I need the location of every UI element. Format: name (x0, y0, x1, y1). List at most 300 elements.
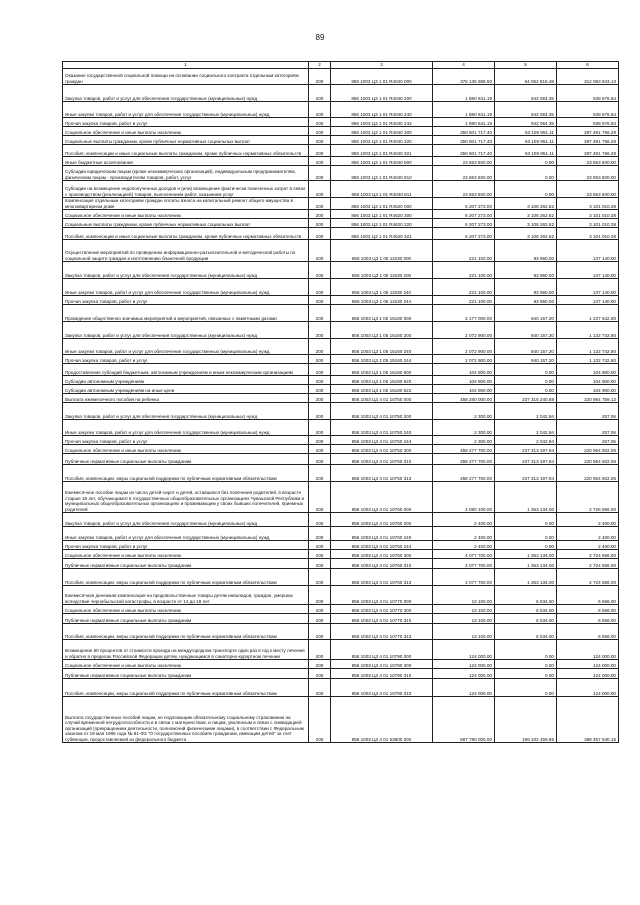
table-row (63, 660, 619, 669)
name-cell: Прочая закупка товаров, работ и услуг (63, 296, 309, 305)
budget-code-cell: 856 1003 Ц3 1 01 R4040 320 (331, 136, 433, 145)
unexecuted-amount-cell: 104 900.00 (557, 385, 619, 394)
line-code-cell: 200 (309, 69, 331, 85)
column-numbers-row (63, 62, 619, 69)
table-row (63, 640, 619, 660)
executed-amount-cell: 0.00 (495, 640, 557, 660)
approved-amount-cell: 221 100.00 (433, 262, 495, 279)
line-code-cell: 200 (309, 219, 331, 228)
table-row (63, 454, 619, 465)
table-row (63, 219, 619, 228)
table-row (63, 697, 619, 743)
table-row (63, 210, 619, 219)
approved-amount-cell: 2 400.00 (433, 541, 495, 550)
table-row (63, 669, 619, 679)
unexecuted-amount-cell: 1 132 742.80 (557, 339, 619, 355)
table-row (63, 394, 619, 403)
line-code-cell: 200 (309, 136, 331, 145)
approved-amount-cell: 4 077 700.00 (433, 550, 495, 559)
line-code-cell: 200 (309, 482, 331, 513)
budget-code-cell: 856 1003 Ц3 1 01 R4040 000 (331, 69, 433, 85)
name-cell: Закупка товаров, работ и услуг для обеспечения государственных (муниципальных) нужд (63, 262, 309, 279)
executed-amount-cell: 3 106 262.62 (495, 198, 557, 210)
executed-amount-cell: 1 353 134.00 (495, 569, 557, 586)
name-cell: Субсидии автономным учреждениям на иные цели (63, 385, 309, 394)
line-code-cell: 200 (309, 305, 331, 322)
executed-amount-cell: 237 315 240.68 (495, 394, 557, 403)
line-code-cell: 200 (309, 465, 331, 482)
name-cell: Социальное обеспечение и иные выплаты населению (63, 127, 309, 136)
table-row (63, 605, 619, 614)
approved-amount-cell: 221 100.00 (433, 240, 495, 262)
executed-amount-cell: 237 313 197.94 (495, 445, 557, 454)
table-row (63, 339, 619, 355)
line-code-cell: 200 (309, 403, 331, 420)
executed-amount-cell: 0.00 (495, 660, 557, 669)
line-code-cell: 200 (309, 118, 331, 127)
approved-amount-cell: 376 135 958.50 (433, 69, 495, 85)
approved-amount-cell: 2 072 900.00 (433, 339, 495, 355)
line-code-cell: 200 (309, 364, 331, 376)
executed-amount-cell: 0.00 (495, 376, 557, 385)
table-row (63, 550, 619, 559)
approved-amount-cell: 221 100.00 (433, 296, 495, 305)
unexecuted-amount-cell: 2 726 966.00 (557, 482, 619, 513)
budget-code-cell: 856 1003 Ц3 4 01 10770 313 (331, 624, 433, 640)
line-code-cell: 200 (309, 145, 331, 157)
name-cell: Прочая закупка товаров, работ и услуг (63, 436, 309, 445)
budget-code-cell: 856 1003 Ц3 4 01 10760 244 (331, 541, 433, 550)
executed-amount-cell: 940 157.20 (495, 339, 557, 355)
unexecuted-amount-cell: 2 724 566.00 (557, 559, 619, 569)
unexecuted-amount-cell: 2 400.00 (557, 513, 619, 527)
approved-amount-cell: 104 900.00 (433, 376, 495, 385)
executed-amount-cell: 0.00 (495, 527, 557, 541)
table-body (63, 69, 619, 743)
executed-amount-cell: 0.00 (495, 513, 557, 527)
budget-code-cell: 856 1003 Ц3 1 05 15160 240 (331, 339, 433, 355)
table-row (63, 305, 619, 322)
budget-code-cell: 856 1003 Ц3 1 01 R4620 320 (331, 219, 433, 228)
budget-code-cell: 856 1003 Ц3 4 01 10750 310 (331, 454, 433, 465)
table-row (63, 181, 619, 198)
executed-amount-cell: 6 534.00 (495, 586, 557, 605)
budget-code-cell: 856 1003 Ц3 1 01 R4620 321 (331, 228, 433, 240)
table-row (63, 513, 619, 527)
approved-amount-cell: 124 000.00 (433, 679, 495, 697)
approved-amount-cell: 1 880 641.19 (433, 118, 495, 127)
name-cell: Пособия, компенсации, меры социальной поддержки по публичным нормативным обязательствам (63, 679, 309, 697)
column-header: 5 (495, 62, 557, 69)
unexecuted-amount-cell: 124 000.00 (557, 640, 619, 660)
budget-code-cell: 856 1003 Ц3 1 05 15160 620 (331, 376, 433, 385)
approved-amount-cell: 13 100.00 (433, 614, 495, 624)
line-code-cell: 200 (309, 166, 331, 181)
approved-amount-cell: 13 100.00 (433, 624, 495, 640)
budget-code-cell: 856 1003 Ц3 4 01 10760 300 (331, 550, 433, 559)
budget-code-cell: 856 1003 Ц3 1 05 15160 244 (331, 355, 433, 364)
approved-amount-cell: 6 207 273.00 (433, 228, 495, 240)
line-code-cell: 200 (309, 527, 331, 541)
approved-amount-cell: 23 653 600.00 (433, 181, 495, 198)
unexecuted-amount-cell: 137 140.00 (557, 296, 619, 305)
table-row (63, 445, 619, 454)
table-header (63, 62, 619, 69)
table-row (63, 157, 619, 166)
executed-amount-cell: 83 960.00 (495, 296, 557, 305)
name-cell: Пособия, компенсации, меры социальной поддержки по публичным нормативным обязательствам (63, 465, 309, 482)
unexecuted-amount-cell: 287 491 766.29 (557, 127, 619, 136)
name-cell: Субсидии на возмещение недополученных доходов и (или) возмещение фактически понесенных затрат в связи с производством (реализацией) товаров, выполнением работ, оказанием услуг (63, 181, 309, 198)
budget-code-cell: 856 1003 Ц3 4 01 10750 000 (331, 394, 433, 403)
budget-table (62, 61, 619, 743)
table-row (63, 385, 619, 394)
unexecuted-amount-cell: 2 400.00 (557, 527, 619, 541)
table-row (63, 482, 619, 513)
approved-amount-cell: 1 880 641.19 (433, 102, 495, 118)
executed-amount-cell: 83 960.00 (495, 279, 557, 296)
executed-amount-cell: 2 042.94 (495, 420, 557, 436)
table-row (63, 679, 619, 697)
executed-amount-cell: 0.00 (495, 669, 557, 679)
unexecuted-amount-cell: 1 237 642.80 (557, 305, 619, 322)
executed-amount-cell: 237 313 197.94 (495, 465, 557, 482)
unexecuted-amount-cell: 287 491 766.29 (557, 136, 619, 145)
line-code-cell: 200 (309, 210, 331, 219)
unexecuted-amount-cell: 124 000.00 (557, 679, 619, 697)
unexecuted-amount-cell: 124 000.00 (557, 660, 619, 669)
executed-amount-cell: 942 064.35 (495, 102, 557, 118)
table-row (63, 136, 619, 145)
unexecuted-amount-cell: 3 101 010.38 (557, 198, 619, 210)
approved-amount-cell: 13 100.00 (433, 586, 495, 605)
approved-amount-cell: 4 077 700.00 (433, 569, 495, 586)
name-cell: Закупка товаров, работ и услуг для обеспечения государственных (муниципальных) нужд (63, 85, 309, 102)
table-row (63, 279, 619, 296)
line-code-cell: 200 (309, 513, 331, 527)
name-cell: Пособия, компенсации и иные социальные выплаты гражданам, кроме публичных нормативных обязательств (63, 145, 309, 157)
column-header: 1 (63, 62, 309, 69)
unexecuted-amount-cell: 3 101 010.38 (557, 210, 619, 219)
line-code-cell: 200 (309, 394, 331, 403)
budget-code-cell: 856 1003 Ц3 4 01 10760 240 (331, 527, 433, 541)
name-cell: Предоставление субсидий бюджетным, автономным учреждениям и иным некоммерческим организациям (63, 364, 309, 376)
line-code-cell: 200 (309, 85, 331, 102)
budget-code-cell: 856 1003 Ц3 4 01 10790 000 (331, 640, 433, 660)
line-code-cell: 200 (309, 624, 331, 640)
unexecuted-amount-cell: 388 457 540.15 (557, 697, 619, 743)
executed-amount-cell: 64 052 815.48 (495, 69, 557, 85)
table-row (63, 376, 619, 385)
unexecuted-amount-cell: 938 576.84 (557, 118, 619, 127)
executed-amount-cell: 6 534.00 (495, 624, 557, 640)
name-cell: Возмещение 50 процентов от стоимости проезда на междугородном транспорте один раз в год к месту лечения и обратно в пределах Российской Федерации детям, нуждающимся в санаторно-курортном лечении (63, 640, 309, 660)
unexecuted-amount-cell: 104 900.00 (557, 364, 619, 376)
column-header: 6 (557, 62, 619, 69)
executed-amount-cell: 83 960.00 (495, 262, 557, 279)
line-code-cell: 200 (309, 127, 331, 136)
column-header: 2 (309, 62, 331, 69)
name-cell: Оказание государственной социальной помощи на основании социального контракта отдельным категориям граждан (63, 69, 309, 85)
executed-amount-cell: 942 064.35 (495, 85, 557, 102)
executed-amount-cell: 1 353 134.00 (495, 482, 557, 513)
executed-amount-cell: 237 313 197.94 (495, 454, 557, 465)
name-cell: Иные закупки товаров, работ и услуг для обеспечения государственных (муниципальных) нужд (63, 527, 309, 541)
name-cell: Компенсация отдельным категориям граждан оплаты взноса на капитальный ремонт общего имущества в многоквартирном доме (63, 198, 309, 210)
unexecuted-amount-cell: 257.06 (557, 436, 619, 445)
name-cell: Осуществление мероприятий по проведению информационно-разъяснительной и методической работы по социальной защите граждан и изготовлению бланочной продукции (63, 240, 309, 262)
budget-code-cell: 856 1003 Ц3 4 01 10760 310 (331, 559, 433, 569)
executed-amount-cell: 0.00 (495, 385, 557, 394)
line-code-cell: 200 (309, 586, 331, 605)
unexecuted-amount-cell: 2 724 566.00 (557, 569, 619, 586)
table-row (63, 527, 619, 541)
line-code-cell: 200 (309, 436, 331, 445)
name-cell: Ежемесячная денежная компенсация на продовольственные товары детям инвалидов, граждан, умерших вследствие чернобыльской катастрофы, в возрасте от 14 до 18 лет (63, 586, 309, 605)
line-code-cell: 200 (309, 385, 331, 394)
approved-amount-cell: 587 790 000.00 (433, 697, 495, 743)
approved-amount-cell: 124 000.00 (433, 669, 495, 679)
unexecuted-amount-cell: 2 724 566.00 (557, 550, 619, 559)
table-row (63, 569, 619, 586)
name-cell: Социальное обеспечение и иные выплаты населению (63, 550, 309, 559)
name-cell: Проведение общественно значимых мероприятий и мероприятий, связанных с памятными датами (63, 305, 309, 322)
approved-amount-cell: 124 000.00 (433, 660, 495, 669)
unexecuted-amount-cell: 6 566.00 (557, 605, 619, 614)
executed-amount-cell: 0.00 (495, 541, 557, 550)
executed-amount-cell: 3 106 262.62 (495, 228, 557, 240)
unexecuted-amount-cell: 3 101 010.38 (557, 219, 619, 228)
executed-amount-cell: 63 109 951.11 (495, 127, 557, 136)
approved-amount-cell: 23 653 600.00 (433, 166, 495, 181)
budget-code-cell: 856 1003 Ц3 4 01 10760 000 (331, 482, 433, 513)
budget-code-cell: 856 1003 Ц3 4 01 10770 000 (331, 586, 433, 605)
budget-code-cell: 856 1003 Ц3 1 01 R4040 321 (331, 145, 433, 157)
table-row (63, 614, 619, 624)
budget-code-cell: 856 1003 Ц3 4 01 10790 310 (331, 669, 433, 679)
name-cell: Социальное обеспечение и иные выплаты населению (63, 210, 309, 219)
name-cell: Субсидии юридическим лицам (кроме некоммерческих организаций), индивидуальным предпринимателям, физическим лицам - производителям товаров, работ, услуг (63, 166, 309, 181)
name-cell: Публичные нормативные социальные выплаты гражданам (63, 669, 309, 679)
approved-amount-cell: 2 400.00 (433, 513, 495, 527)
column-header: 4 (433, 62, 495, 69)
name-cell: Прочая закупка товаров, работ и услуг (63, 118, 309, 127)
budget-code-cell: 856 1003 Ц3 1 05 15160 622 (331, 385, 433, 394)
line-code-cell: 200 (309, 262, 331, 279)
approved-amount-cell: 458 277 700.00 (433, 454, 495, 465)
executed-amount-cell: 942 064.35 (495, 118, 557, 127)
unexecuted-amount-cell: 104 900.00 (557, 376, 619, 385)
approved-amount-cell: 350 601 717.40 (433, 127, 495, 136)
line-code-cell: 200 (309, 660, 331, 669)
approved-amount-cell: 6 207 273.00 (433, 210, 495, 219)
name-cell: Социальное обеспечение и иные выплаты населению (63, 445, 309, 454)
line-code-cell: 200 (309, 279, 331, 296)
name-cell: Закупка товаров, работ и услуг для обеспечения государственных (муниципальных) нужд (63, 322, 309, 339)
approved-amount-cell: 4 080 100.00 (433, 482, 495, 513)
budget-code-cell: 856 1003 Ц3 1 01 R4620 000 (331, 198, 433, 210)
table-row (63, 85, 619, 102)
table-row (63, 465, 619, 482)
table-row (63, 436, 619, 445)
approved-amount-cell: 458 277 700.00 (433, 445, 495, 454)
budget-code-cell: 856 1003 Ц3 1 01 R4040 800 (331, 157, 433, 166)
budget-code-cell: 856 1003 Ц3 1 05 11530 244 (331, 296, 433, 305)
approved-amount-cell: 458 280 000.00 (433, 394, 495, 403)
approved-amount-cell: 458 277 700.00 (433, 465, 495, 482)
unexecuted-amount-cell: 938 576.84 (557, 102, 619, 118)
approved-amount-cell: 2 300.00 (433, 420, 495, 436)
approved-amount-cell: 6 207 273.00 (433, 219, 495, 228)
unexecuted-amount-cell: 938 576.84 (557, 85, 619, 102)
name-cell: Субсидии автономным учреждениям (63, 376, 309, 385)
unexecuted-amount-cell: 137 140.00 (557, 279, 619, 296)
approved-amount-cell: 6 207 273.00 (433, 198, 495, 210)
line-code-cell: 200 (309, 376, 331, 385)
budget-code-cell: 856 1003 Ц3 1 01 R4040 811 (331, 181, 433, 198)
executed-amount-cell: 2 042.94 (495, 436, 557, 445)
budget-code-cell: 856 1003 Ц3 4 01 10750 313 (331, 465, 433, 482)
budget-code-cell: 856 1003 Ц3 4 01 10770 300 (331, 605, 433, 614)
approved-amount-cell: 350 601 717.40 (433, 136, 495, 145)
executed-amount-cell: 940 157.20 (495, 355, 557, 364)
executed-amount-cell: 1 353 134.00 (495, 550, 557, 559)
approved-amount-cell: 2 177 000.00 (433, 305, 495, 322)
budget-code-cell: 856 1003 Ц3 4 01 10750 300 (331, 445, 433, 454)
line-code-cell: 200 (309, 541, 331, 550)
executed-amount-cell: 1 353 134.00 (495, 559, 557, 569)
name-cell: Социальные выплаты гражданам, кроме публичных нормативных социальных выплат (63, 136, 309, 145)
executed-amount-cell: 6 534.00 (495, 614, 557, 624)
line-code-cell: 200 (309, 605, 331, 614)
approved-amount-cell: 23 653 600.00 (433, 157, 495, 166)
executed-amount-cell: 63 109 951.11 (495, 145, 557, 157)
line-code-cell: 200 (309, 181, 331, 198)
budget-code-cell: 856 1003 Ц3 4 01 10790 313 (331, 679, 433, 697)
executed-amount-cell: 3 106 262.62 (495, 219, 557, 228)
executed-amount-cell: 6 534.00 (495, 605, 557, 614)
unexecuted-amount-cell: 6 566.00 (557, 586, 619, 605)
approved-amount-cell: 1 880 641.19 (433, 85, 495, 102)
approved-amount-cell: 4 077 700.00 (433, 559, 495, 569)
unexecuted-amount-cell: 287 491 766.29 (557, 145, 619, 157)
table-row (63, 420, 619, 436)
unexecuted-amount-cell: 257.06 (557, 420, 619, 436)
unexecuted-amount-cell: 220 964 759.12 (557, 394, 619, 403)
budget-code-cell: 856 1003 Ц3 1 05 11530 200 (331, 262, 433, 279)
name-cell: Социальные выплаты гражданам, кроме публичных нормативных социальных выплат (63, 219, 309, 228)
approved-amount-cell: 124 000.00 (433, 640, 495, 660)
line-code-cell: 200 (309, 339, 331, 355)
approved-amount-cell: 13 100.00 (433, 605, 495, 614)
name-cell: Публичные нормативные социальные выплаты гражданам (63, 559, 309, 569)
executed-amount-cell: 940 157.20 (495, 322, 557, 339)
table-row (63, 240, 619, 262)
name-cell: Иные закупки товаров, работ и услуг для обеспечения государственных (муниципальных) нужд (63, 339, 309, 355)
executed-amount-cell: 83 960.00 (495, 240, 557, 262)
name-cell: Иные бюджетные ассигнования (63, 157, 309, 166)
table-row (63, 364, 619, 376)
executed-amount-cell: 940 157.20 (495, 305, 557, 322)
unexecuted-amount-cell: 137 140.00 (557, 240, 619, 262)
line-code-cell: 200 (309, 355, 331, 364)
executed-amount-cell: 0.00 (495, 181, 557, 198)
name-cell: Ежемесячное пособие лицам из числа детей-сирот и детей, оставшихся без попечения родителей, в возрасте старше 18 лет, обучающимся в государственных общеобразовательных организациях Чувашской Республики и муниципальных общеобразовательных организациях и проживающим у своих бывших попечителей, приемных родителей (63, 482, 309, 513)
name-cell: Закупка товаров, работ и услуг для обеспечения государственных (муниципальных) нужд (63, 513, 309, 527)
table-row (63, 118, 619, 127)
line-code-cell: 200 (309, 697, 331, 743)
approved-amount-cell: 2 072 900.00 (433, 355, 495, 364)
name-cell: Выплата государственных пособий лицам, не подлежащим обязательному социальному страхованию на случай временной нетрудоспособности и в связи с материнством, и лицам, уволенным в связи с ликвидацией организаций (прекращением деятельности, полномочий физическими лицами), в соответствии с Федеральным законом от 19 мая 1995 года № 81-ФЗ "О государственных пособиях гражданам, имеющим детей" за счет субвенции, предоставляемой из федерального бюджета (63, 697, 309, 743)
executed-amount-cell: 2 042.94 (495, 403, 557, 420)
budget-code-cell: 856 1003 Ц3 1 01 R4040 244 (331, 118, 433, 127)
unexecuted-amount-cell: 6 566.00 (557, 614, 619, 624)
approved-amount-cell: 104 900.00 (433, 364, 495, 376)
name-cell: Выплата ежемесячного пособия на ребенка (63, 394, 309, 403)
line-code-cell: 200 (309, 296, 331, 305)
name-cell: Прочая закупка товаров, работ и услуг (63, 541, 309, 550)
unexecuted-amount-cell: 23 653 600.00 (557, 157, 619, 166)
line-code-cell: 200 (309, 569, 331, 586)
column-header: 3 (331, 62, 433, 69)
unexecuted-amount-cell: 1 132 742.80 (557, 355, 619, 364)
unexecuted-amount-cell: 2 400.00 (557, 541, 619, 550)
budget-code-cell: 856 1003 Ц3 1 01 R4040 200 (331, 85, 433, 102)
name-cell: Социальное обеспечение и иные выплаты населению (63, 660, 309, 669)
executed-amount-cell: 0.00 (495, 679, 557, 697)
name-cell: Публичные нормативные социальные выплаты гражданам (63, 454, 309, 465)
approved-amount-cell: 350 601 717.40 (433, 145, 495, 157)
executed-amount-cell: 199 332 459.85 (495, 697, 557, 743)
name-cell: Прочая закупка товаров, работ и услуг (63, 355, 309, 364)
unexecuted-amount-cell: 220 964 502.06 (557, 454, 619, 465)
unexecuted-amount-cell: 1 132 742.80 (557, 322, 619, 339)
line-code-cell: 200 (309, 445, 331, 454)
budget-code-cell: 856 1003 Ц3 4 01 10760 313 (331, 569, 433, 586)
unexecuted-amount-cell: 23 653 600.00 (557, 166, 619, 181)
table-row (63, 102, 619, 118)
unexecuted-amount-cell: 3 101 010.38 (557, 228, 619, 240)
executed-amount-cell: 3 106 262.62 (495, 210, 557, 219)
name-cell: Иные закупки товаров, работ и услуг для обеспечения государственных (муниципальных) нужд (63, 279, 309, 296)
budget-code-cell: 856 1003 Ц3 4 01 10770 310 (331, 614, 433, 624)
line-code-cell: 200 (309, 679, 331, 697)
approved-amount-cell: 221 100.00 (433, 279, 495, 296)
line-code-cell: 200 (309, 240, 331, 262)
table-row (63, 403, 619, 420)
executed-amount-cell: 63 109 951.11 (495, 136, 557, 145)
line-code-cell: 200 (309, 157, 331, 166)
budget-code-cell: 856 1003 Ц3 4 01 53800 000 (331, 697, 433, 743)
page-number: 89 (315, 33, 325, 42)
line-code-cell: 200 (309, 550, 331, 559)
budget-code-cell: 856 1003 Ц3 1 01 R4040 300 (331, 127, 433, 136)
budget-code-cell: 856 1003 Ц3 1 05 11530 240 (331, 279, 433, 296)
budget-code-cell: 856 1003 Ц3 1 01 R4040 810 (331, 166, 433, 181)
table-row (63, 262, 619, 279)
table-row (63, 127, 619, 136)
approved-amount-cell: 2 300.00 (433, 403, 495, 420)
table-row (63, 624, 619, 640)
table-row (63, 166, 619, 181)
table-row (63, 559, 619, 569)
unexecuted-amount-cell: 124 000.00 (557, 669, 619, 679)
executed-amount-cell: 0.00 (495, 166, 557, 181)
table-row (63, 586, 619, 605)
table-row (63, 296, 619, 305)
table-row (63, 541, 619, 550)
budget-code-cell: 856 1003 Ц3 4 01 10750 240 (331, 420, 433, 436)
